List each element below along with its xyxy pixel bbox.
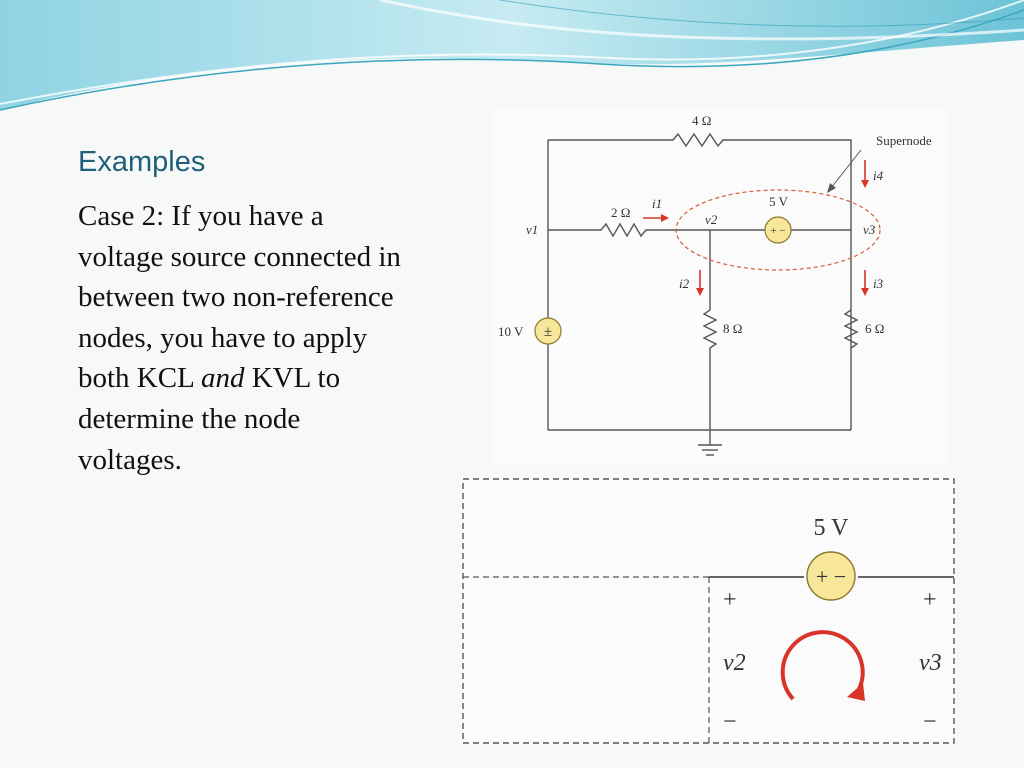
header-wave-decoration (0, 0, 1024, 120)
supernode-kvl-diagram (461, 477, 956, 745)
label-node-v3: v3 (863, 222, 876, 237)
source-polarity-5v: + − (770, 225, 786, 237)
slide-body-text (78, 196, 408, 480)
label-r-mid: 8 Ω (723, 321, 743, 336)
label-minus-right: − (923, 709, 937, 735)
label-source-super: 5 V (769, 194, 788, 209)
label-minus-left: − (723, 709, 737, 735)
label-supernode: Supernode (876, 133, 932, 148)
source-symbol-detail: + − (815, 564, 847, 589)
body-text-part1: Case 2: If you have a voltage source connected in between two non-reference nodes, you have to apply both KCL (78, 200, 401, 395)
label-source-left: 10 V (498, 324, 524, 339)
label-current-i4: i4 (873, 168, 884, 183)
source-polarity-10v: ± (543, 324, 553, 340)
label-r-top: 4 Ω (692, 113, 712, 128)
label-current-i2: i2 (679, 276, 690, 291)
label-plus-right: + (923, 587, 937, 613)
ground-symbol (698, 445, 722, 455)
label-current-i3: i3 (873, 276, 884, 291)
circuit-diagram (493, 110, 948, 465)
label-r-right: 6 Ω (865, 321, 885, 336)
slide-title: Examples (78, 146, 206, 178)
body-text-emphasis: and (200, 362, 245, 395)
label-node-v1: v1 (526, 222, 539, 237)
label-plus-left: + (723, 587, 737, 613)
label-node-v2: v2 (705, 212, 718, 227)
kvl-loop-arrow (783, 632, 863, 699)
label-node-right: v3 (919, 650, 942, 676)
label-source-value-detail: 5 V (813, 515, 849, 541)
label-r-left: 2 Ω (611, 205, 631, 220)
label-current-i1: i1 (652, 196, 663, 211)
body-text-part2: KVL to determine the node voltages. (78, 362, 341, 476)
label-node-left: v2 (723, 650, 746, 676)
